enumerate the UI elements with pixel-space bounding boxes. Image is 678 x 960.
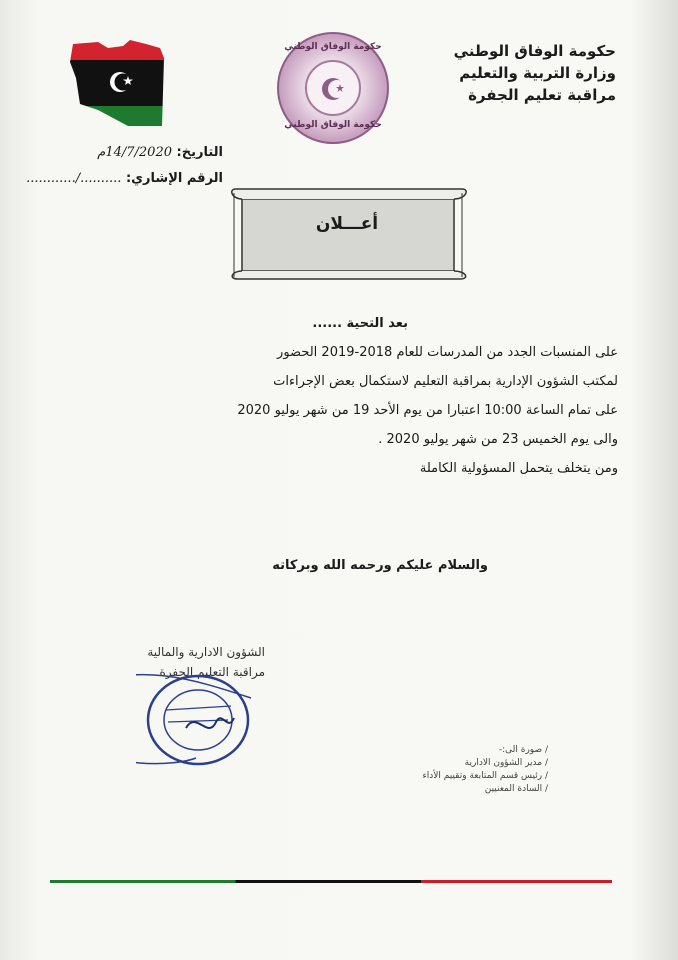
letterhead-government: حكومة الوفاق الوطني [453,42,616,60]
signature-office: مراقبة التعليم الجفرة [159,665,265,679]
government-seal [277,32,389,144]
letterhead-office: مراقبة تعليم الجفرة [468,86,616,104]
seal-crescent-icon [305,60,361,116]
document-meta [26,145,223,197]
letterhead [416,40,616,106]
libya-flag-map-icon [68,38,168,128]
reference-row [26,171,223,197]
date-row [33,145,223,171]
cc-item: / السادة المعنيين [484,784,548,794]
announcement-body [78,316,618,490]
body-line: على تمام الساعة 10:00 اعتبارا من يوم الأحد 19 من شهر يوليو 2020 [237,403,618,418]
reference-value: ........../............ [26,171,122,186]
carbon-copy-list [338,744,548,796]
closing-text: والسلام عليكم ورحمه الله وبركاته [272,558,488,573]
letterhead-ministry: وزارة التربية والتعليم [459,64,616,82]
signature-department: الشؤون الادارية والمالية [147,645,265,659]
date-label: التاريخ: [176,145,223,160]
body-line: ومن يتخلف يتحمل المسؤولية الكاملة [419,461,618,476]
cc-item: / رئيس قسم المتابعة وتقييم الأداء [422,771,548,781]
announcement-title: أعـــلان [315,214,379,234]
office-stamp-icon [136,670,256,770]
reference-label: الرقم الإشاري: [125,171,223,186]
body-line: لمكتب الشؤون الإدارية بمراقبة التعليم لاستكمال بعض الإجراءات [273,374,618,389]
body-line: والى يوم الخميس 23 من شهر يوليو 2020 . [378,432,618,447]
body-line: على المنسبات الجدد من المدرسات للعام 2018-2019 الحضور [277,345,618,360]
seal-bottom-text: حكومة الوفاق الوطني [284,120,382,130]
date-value: 14/7/2020م [97,145,172,160]
cc-item: / مدير الشؤون الادارية [464,758,548,768]
footer-tricolor-rule [50,880,612,883]
seal-top-text: حكومة الوفاق الوطني [284,42,382,52]
cc-item: / صورة الى:- [498,745,548,755]
greeting-text: بعد التحية ...... [312,316,408,331]
